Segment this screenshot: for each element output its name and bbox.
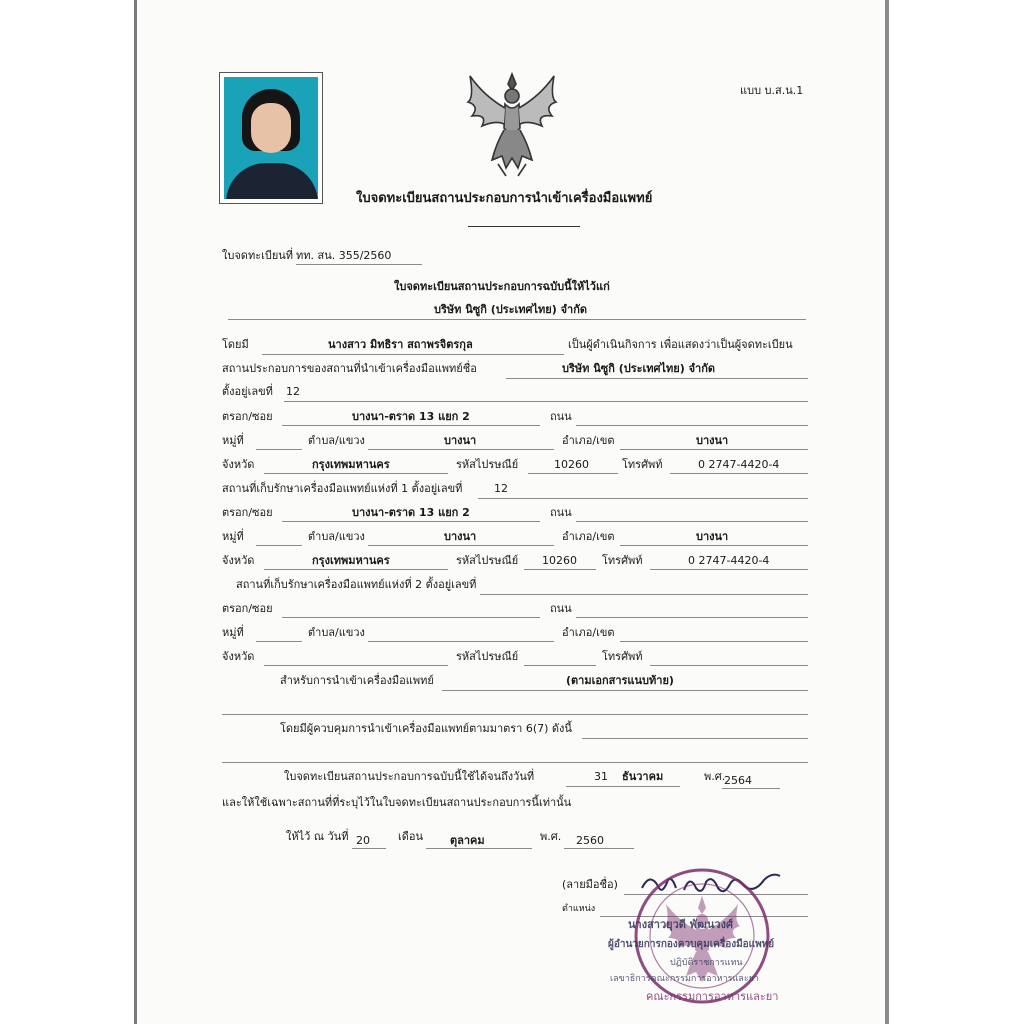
validity-month: ธันวาคม — [622, 770, 664, 783]
storage1-moo-label: หมู่ที่ — [222, 530, 244, 543]
establishment-name: บริษัท นิซูกิ (ประเทศไทย) จำกัด — [562, 362, 716, 375]
signer-secretary: เลขาธิการคณะกรรมการอาหารและยา — [610, 974, 759, 984]
operator-role-text: เป็นผู้ดำเนินกิจการ เพื่อแสดงว่าเป็นผู้จดทะเบียน — [568, 338, 793, 351]
scan-edge-right — [885, 0, 889, 1024]
moo-label: หมู่ที่ — [222, 434, 244, 447]
phone-label: โทรศัพท์ — [622, 458, 663, 471]
establishment-label: สถานประกอบการของสถานที่นำเข้าเครื่องมือแพทย์ชื่อ — [222, 362, 477, 375]
company-name: บริษัท นิซูกิ (ประเทศไทย) จำกัด — [434, 303, 588, 316]
applicant-photo — [219, 72, 323, 204]
storage1-house-no: 12 — [494, 482, 508, 495]
storage1-soi-value: บางนา-ตราด 13 แยก 2 — [352, 506, 470, 519]
soi-label: ตรอก/ซอย — [222, 410, 273, 423]
postal-value: 10260 — [554, 458, 589, 471]
phone-value: 0 2747-4420-4 — [698, 458, 780, 471]
signer-title: ผู้อำนวยการกองควบคุมเครื่องมือแพทย์ — [608, 939, 775, 950]
storage1-phone-value: 0 2747-4420-4 — [688, 554, 770, 567]
postal-label: รหัสไปรษณีย์ — [456, 458, 519, 471]
storage1-amphoe-value: บางนา — [696, 530, 729, 543]
storage2-moo-label: หมู่ที่ — [222, 626, 244, 639]
issue-year-label: พ.ศ. — [540, 830, 562, 843]
issue-year: 2560 — [576, 834, 604, 847]
validity-note: และให้ใช้เฉพาะสถานที่ที่ระบุไว้ในใบจดทะเบียนสถานประกอบการนี้เท่านั้น — [222, 796, 572, 809]
import-value: (ตามเอกสารแนบท้าย) — [566, 674, 674, 687]
storage2-road-label: ถนน — [550, 602, 572, 615]
operator-label: โดยมี — [222, 338, 249, 351]
storage1-amphoe-label: อำเภอ/เขต — [562, 530, 615, 543]
house-no-label: ตั้งอยู่เลขที่ — [222, 385, 273, 398]
form-code: แบบ บ.ส.น.1 — [740, 84, 804, 97]
position-label: ตำแหน่ง — [562, 904, 596, 914]
storage2-tambon-label: ตำบล/แขวง — [308, 626, 365, 639]
soi-value: บางนา-ตราด 13 แยก 2 — [352, 410, 470, 423]
signature-label: (ลายมือชื่อ) — [562, 878, 618, 891]
issue-month-label: เดือน — [398, 830, 424, 843]
issued-to-text: ใบจดทะเบียนสถานประกอบการฉบับนี้ให้ไว้แก่ — [394, 280, 610, 293]
storage1-phone-label: โทรศัพท์ — [602, 554, 643, 567]
storage1-label: สถานที่เก็บรักษาเครื่องมือแพทย์แห่งที่ 1 ตั้งอยู่เลขที่ — [222, 482, 463, 495]
title-underline — [468, 226, 580, 227]
province-label: จังหวัด — [222, 458, 255, 471]
amphoe-value: บางนา — [696, 434, 729, 447]
storage1-postal-label: รหัสไปรษณีย์ — [456, 554, 519, 567]
storage1-soi-label: ตรอก/ซอย — [222, 506, 273, 519]
signer-name: นางสาวยุวดี พัฒนวงศ์ — [628, 918, 733, 931]
storage2-postal-label: รหัสไปรษณีย์ — [456, 650, 519, 663]
validity-year: 2564 — [724, 774, 752, 787]
storage2-amphoe-label: อำเภอ/เขต — [562, 626, 615, 639]
signer-acting: ปฏิบัติราชการแทน — [670, 958, 743, 968]
storage1-postal-value: 10260 — [542, 554, 577, 567]
storage1-province-label: จังหวัด — [222, 554, 255, 567]
document-title: ใบจดทะเบียนสถานประกอบการนำเข้าเครื่องมือแพทย์ — [356, 191, 653, 206]
storage1-province-value: กรุงเทพมหานคร — [312, 554, 390, 567]
amphoe-label: อำเภอ/เขต — [562, 434, 615, 447]
validity-day: 31 — [594, 770, 608, 783]
storage2-phone-label: โทรศัพท์ — [602, 650, 643, 663]
storage2-province-label: จังหวัด — [222, 650, 255, 663]
validity-year-label: พ.ศ. — [704, 770, 726, 783]
registration-label: ใบจดทะเบียนที่ — [222, 249, 294, 262]
import-label: สำหรับการนำเข้าเครื่องมือแพทย์ — [280, 674, 434, 687]
registration-number: ทท. สน. 355/2560 — [296, 249, 392, 262]
issue-day: 20 — [356, 834, 370, 847]
road-label: ถนน — [550, 410, 572, 423]
storage1-tambon-label: ตำบล/แขวง — [308, 530, 365, 543]
storage1-road-label: ถนน — [550, 506, 572, 519]
garuda-emblem-icon — [462, 68, 562, 180]
official-seal-icon — [616, 858, 784, 1010]
tambon-label: ตำบล/แขวง — [308, 434, 365, 447]
controller-text: โดยมีผู้ควบคุมการนำเข้าเครื่องมือแพทย์ตามมาตรา 6(7) ดังนี้ — [280, 722, 572, 735]
seal-text: คณะกรรมการอาหารและยา — [646, 990, 779, 1003]
storage2-label: สถานที่เก็บรักษาเครื่องมือแพทย์แห่งที่ 2 ตั้งอยู่เลขที่ — [236, 578, 477, 591]
house-no-value: 12 — [286, 385, 300, 398]
province-value: กรุงเทพมหานคร — [312, 458, 390, 471]
validity-text: ใบจดทะเบียนสถานประกอบการฉบับนี้ใช้ได้จนถึงวันที่ — [284, 770, 535, 783]
issue-given-label: ให้ไว้ ณ วันที่ — [286, 830, 349, 843]
issue-month: ตุลาคม — [450, 834, 485, 847]
tambon-value: บางนา — [444, 434, 477, 447]
storage2-soi-label: ตรอก/ซอย — [222, 602, 273, 615]
storage1-tambon-value: บางนา — [444, 530, 477, 543]
operator-name: นางสาว มิทธิรา สถาพรจิตรกุล — [328, 338, 473, 351]
